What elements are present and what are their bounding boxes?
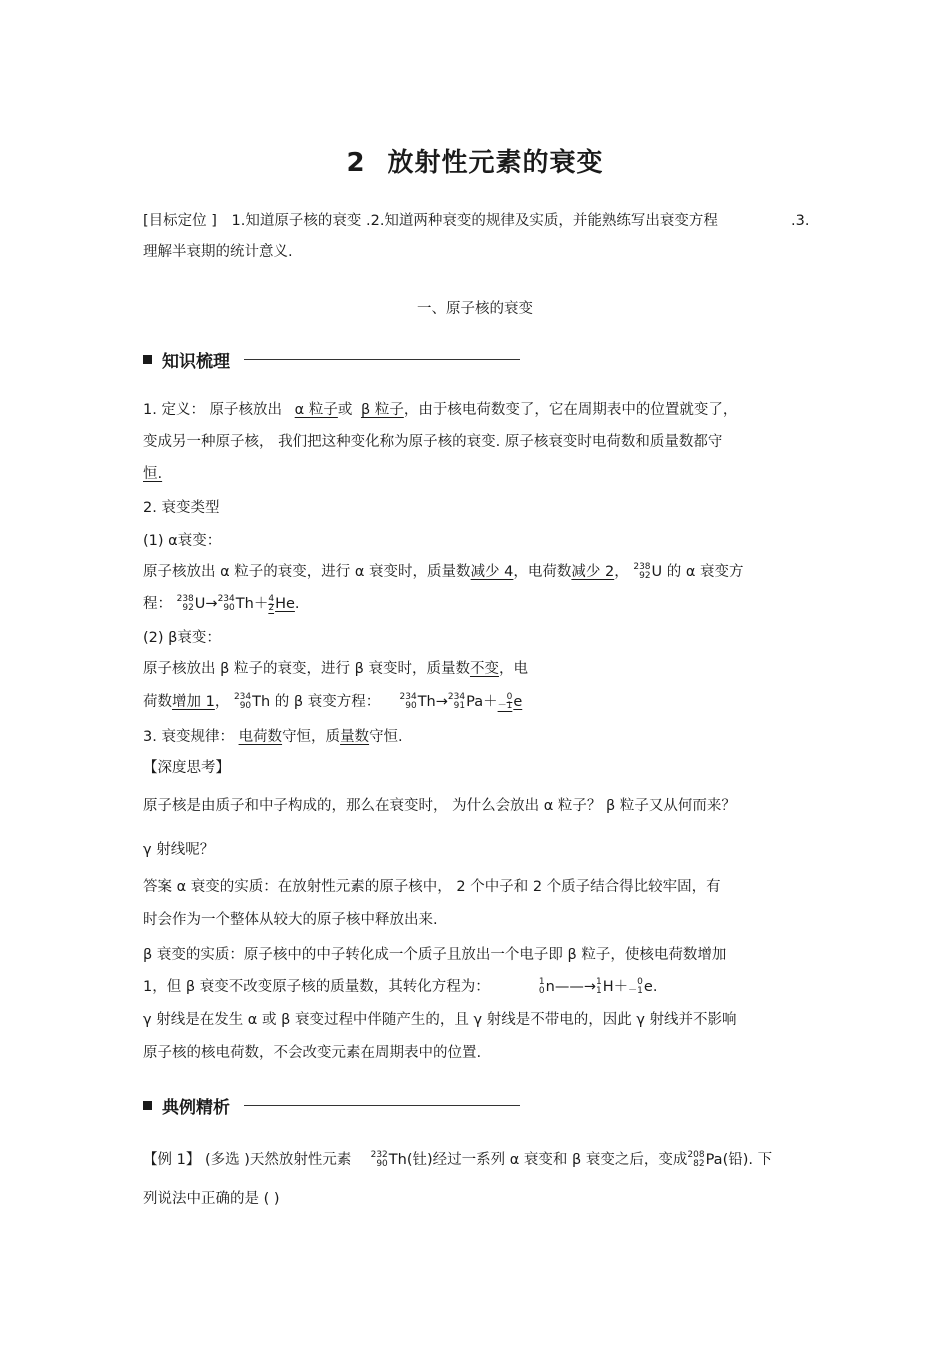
arrow: → xyxy=(205,596,218,612)
heading-rule xyxy=(244,1105,520,1106)
blank-answer: 量数 xyxy=(340,729,370,745)
answer-line-1: 答案 α 衰变的实质：在放射性元素的原子核中， 2 个中子和 2 个质子结合得比较牢固，有 xyxy=(143,879,721,895)
text: 的 β 衰变方程： xyxy=(270,694,381,710)
nuclide-u238: 238 92 U xyxy=(633,562,663,581)
knowledge-heading-text: 知识梳理 xyxy=(162,352,230,372)
square-bullet-icon xyxy=(143,355,152,364)
nuclide-he4: 4 2 He xyxy=(268,594,295,613)
objective-line-2: 理解半衰期的统计意义. xyxy=(143,244,293,260)
deep-question-2: γ 射线呢？ xyxy=(143,842,215,858)
text: 荷数 xyxy=(143,694,172,710)
answer-line-3: β 衰变的实质：原子核中的中子转化成一个质子且放出一个电子即 β 粒子，使核电荷数增加 xyxy=(143,947,727,963)
answer-line-4 xyxy=(143,977,657,997)
blank-answer: 减少 4 xyxy=(470,564,514,580)
k3-line xyxy=(143,727,403,747)
text: ，电 xyxy=(498,661,528,677)
text: 【例 1】 (多选 )天然放射性元素 xyxy=(143,1152,352,1168)
k2b-heading: (2) β衰变： xyxy=(143,630,221,646)
objective-line-1 xyxy=(143,211,810,231)
text: ， xyxy=(214,694,230,710)
title-number: 2 xyxy=(346,148,366,178)
text: 守恒. xyxy=(369,729,403,745)
blank-answer: β 粒子 xyxy=(360,402,404,418)
knowledge-heading xyxy=(143,347,520,372)
answer-line-5: γ 射线是在发生 α 或 β 衰变过程中伴随产生的，且 γ 射线是不带电的，因此 γ 射线并不影响 xyxy=(143,1012,737,1028)
text: 或 xyxy=(337,402,353,418)
example-heading-text: 典例精析 xyxy=(162,1098,230,1118)
nuclide-u238: 238 92 U xyxy=(176,594,206,613)
text: 原子核放出 β 粒子的衰变，进行 β 衰变时，质量数 xyxy=(143,661,470,677)
nuclide-pa234: 234 91 Pa xyxy=(447,692,484,711)
text: 变成另一种原子核， 我们把这种变化称为原子核的衰变. 原子核衰变时电荷数和质量数都守 xyxy=(143,434,723,450)
deep-thinking-heading: 【深度思考】 xyxy=(143,760,230,776)
blank-answer: 不变 xyxy=(469,661,499,677)
text: 的 α 衰变方 xyxy=(666,564,744,580)
title-text: 放射性元素的衰变 xyxy=(387,148,604,178)
text: 1，但 β 衰变不改变原子核的质量数，其转化方程为： xyxy=(143,979,490,995)
k2-line: 2. 衰变类型 xyxy=(143,500,220,516)
blank-answer: 增加 1 xyxy=(172,694,215,710)
beta-equation xyxy=(143,692,522,712)
text: 1. 定义： 原子核放出 xyxy=(143,402,283,418)
plus: ＋ xyxy=(483,694,498,710)
plus: ＋ xyxy=(253,596,269,612)
example-heading xyxy=(143,1093,520,1118)
text: 原子核放出 α 粒子的衰变，进行 α 衰变时，质量数 xyxy=(143,564,471,580)
k2a-heading: (1) α衰变： xyxy=(143,533,222,549)
k1-line-2 xyxy=(143,432,732,452)
nuclide-th234: 234 90 Th xyxy=(217,594,254,613)
blank-answer: 恒. xyxy=(143,466,163,482)
section-title: 一、原子核的衰变 xyxy=(417,301,533,317)
arrow: → xyxy=(435,694,448,710)
text: . xyxy=(652,979,658,995)
blank-answer: 电荷数 xyxy=(238,729,283,745)
k2b-line-1 xyxy=(143,659,528,679)
square-bullet-icon xyxy=(143,1101,152,1110)
nuclide-th234: 234 90 Th xyxy=(399,692,436,711)
nuclide-th232: 232 90 Th xyxy=(370,1150,407,1169)
deep-question-1: 原子核是由质子和中子构成的，那么在衰变时， 为什么会放出 α 粒子？ β 粒子又从何而来？ xyxy=(143,798,736,814)
plus: ＋ xyxy=(613,979,629,995)
nuclide-electron: 0 －1 e xyxy=(628,977,653,996)
page-title xyxy=(0,142,950,179)
text: (铅). 下 xyxy=(722,1152,773,1168)
nuclide-pb208: 208 82 Pa xyxy=(687,1150,723,1169)
k2a-line-1 xyxy=(143,562,744,582)
text: ， xyxy=(614,564,629,580)
heading-rule xyxy=(244,359,520,360)
text: ，电荷数 xyxy=(513,564,572,580)
example-1-line-1 xyxy=(143,1150,772,1170)
text: ，由于核电荷数变了，它在周期表中的位置就变了， xyxy=(403,402,738,418)
blank-answer: 减少 2 xyxy=(571,564,615,580)
text: (钍)经过一系列 α 衰变和 β 衰变之后，变成 xyxy=(406,1152,688,1168)
alpha-equation: 程： 238 92 U → 234 90 Th ＋ 4 2 He . xyxy=(143,594,300,613)
objective-text: 1.知道原子核的衰变 .2.知道两种衰变的规律及实质，并能熟练写出衰变方程 xyxy=(231,213,718,229)
text: 3. 衰变规律： xyxy=(143,729,239,745)
answer-line-2: 时会作为一个整体从较大的原子核中释放出来. xyxy=(143,912,438,928)
objective-tag: [目标定位 ] xyxy=(143,213,217,229)
example-1-line-2: 列说法中正确的是 ( ) xyxy=(143,1191,280,1207)
k1-line xyxy=(143,400,737,420)
k1-line-3 xyxy=(143,464,162,484)
nuclide-neutron: 1 0 n xyxy=(538,977,555,996)
answer-line-6: 原子核的核电荷数，不会改变元素在周期表中的位置. xyxy=(143,1045,482,1061)
text: 程： xyxy=(143,596,172,612)
text: 守恒，质 xyxy=(282,729,341,745)
objective-end: .3. xyxy=(791,213,810,229)
nuclide-th234: 234 90 Th xyxy=(233,692,271,711)
blank-answer: α 粒子 xyxy=(294,402,338,418)
arrow: ——→ xyxy=(554,979,597,995)
nuclide-electron: 0 －1 e xyxy=(497,692,523,711)
nuclide-proton: 1 1 H xyxy=(596,977,614,996)
